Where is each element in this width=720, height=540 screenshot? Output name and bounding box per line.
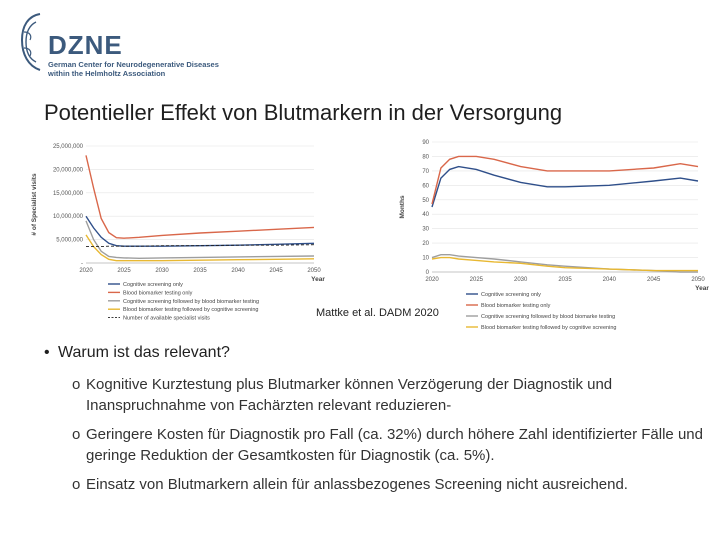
- y-tick-label: 50: [422, 197, 429, 204]
- y-tick-label: 70: [422, 168, 429, 175]
- diagnosis-wait-months-chart: [396, 134, 716, 338]
- legend-label: Cognitive screening only: [123, 282, 183, 288]
- circle-bullet-icon: o: [72, 376, 81, 393]
- y-tick-label: 25,000,000: [52, 144, 83, 150]
- y-axis-label: # of Specialist visits: [31, 173, 38, 236]
- bullet-heading-text: Warum ist das relevant?: [58, 344, 230, 361]
- logo-subtitle-2: within the Helmholtz Association: [48, 69, 166, 78]
- y-tick-label: 15,000,000: [52, 190, 83, 197]
- x-tick-label: 2020: [79, 268, 93, 274]
- y-tick-label: 0: [425, 270, 429, 276]
- x-tick-label: 2030: [513, 277, 528, 283]
- x-tick-label: 2050: [307, 268, 321, 274]
- sub-bullet: [44, 474, 704, 495]
- dzne-logo: [14, 8, 234, 78]
- series-line: [432, 167, 698, 207]
- sub-bullet-text: Einsatz von Blutmarkern allein für anlassbezogenes Screening nicht ausreichend.: [86, 476, 628, 493]
- series-line: [86, 155, 314, 238]
- y-tick-label: 80: [422, 154, 429, 161]
- bullet-list: [44, 344, 704, 503]
- legend-label: Blood biomarker testing followed by cognitive screening: [481, 325, 617, 331]
- x-tick-label: 2040: [602, 277, 617, 283]
- sub-bullet-text: Geringere Kosten für Diagnostik pro Fall (ca. 32%) durch höhere Zahl identifizierter Fälle und geringe Reduktion der Gesamtkosten für Diagnostik (ca. 5%).: [86, 426, 703, 464]
- x-tick-label: 2035: [558, 277, 572, 283]
- sub-bullet: [44, 424, 704, 466]
- brain-logo-icon: [18, 10, 44, 74]
- legend-label: Number of available specialist visits: [123, 315, 210, 322]
- slide-title: Potentieller Effekt von Blutmarkern in der Versorgung: [44, 100, 563, 125]
- legend-label: Cognitive screening followed by blood biomarke testing: [481, 314, 616, 320]
- y-tick-label: 30: [422, 226, 429, 233]
- y-tick-label: 60: [422, 183, 429, 190]
- y-tick-label: 40: [422, 212, 429, 219]
- x-axis-label: Year: [695, 285, 709, 292]
- logo-subtitle: German Center for Neurodegenerative Diseases: [48, 60, 219, 69]
- specialist-visits-chart: [28, 138, 328, 333]
- series-line: [86, 216, 314, 246]
- legend-label: Blood biomarker testing followed by cognitive screening: [123, 307, 259, 314]
- legend-label: Blood biomarker testing only: [481, 303, 551, 309]
- x-tick-label: 2025: [117, 268, 131, 274]
- bullet-dot-icon: •: [44, 344, 50, 361]
- y-tick-label: -: [81, 261, 83, 267]
- x-tick-label: 2020: [425, 277, 439, 283]
- sub-bullet-text: Kognitive Kurztestung plus Blutmarker können Verzögerung der Diagnostik und Inanspruchnahme von Fachärzten relevant reduzieren-: [86, 376, 613, 414]
- citation: Mattke et al. DADM 2020: [316, 307, 439, 319]
- y-tick-label: 10,000,000: [52, 214, 83, 221]
- y-tick-label: 5,000,000: [56, 237, 83, 244]
- y-tick-label: 20: [422, 241, 429, 248]
- x-axis-label: Year: [311, 276, 325, 283]
- legend-label: Cognitive screening followed by blood biomarker testing: [123, 298, 260, 305]
- y-axis-label: Months: [399, 195, 406, 219]
- x-tick-label: 2025: [469, 277, 484, 283]
- x-tick-label: 2035: [193, 268, 207, 274]
- x-tick-label: 2050: [691, 277, 705, 283]
- y-tick-label: 10: [422, 255, 429, 262]
- y-tick-label: 20,000,000: [52, 167, 83, 174]
- legend-label: Blood biomarker testing only: [123, 290, 193, 297]
- series-line: [432, 258, 698, 271]
- x-tick-label: 2045: [269, 268, 283, 274]
- bullet-heading: [44, 344, 704, 362]
- x-tick-label: 2040: [231, 268, 245, 274]
- circle-bullet-icon: o: [72, 426, 81, 443]
- sub-bullet: [44, 374, 704, 416]
- legend-label: Cognitive screening only: [481, 292, 541, 298]
- circle-bullet-icon: o: [72, 476, 81, 493]
- x-tick-label: 2030: [155, 268, 169, 274]
- x-tick-label: 2045: [646, 277, 661, 283]
- logo-name: DZNE: [48, 30, 123, 60]
- y-tick-label: 90: [422, 140, 429, 146]
